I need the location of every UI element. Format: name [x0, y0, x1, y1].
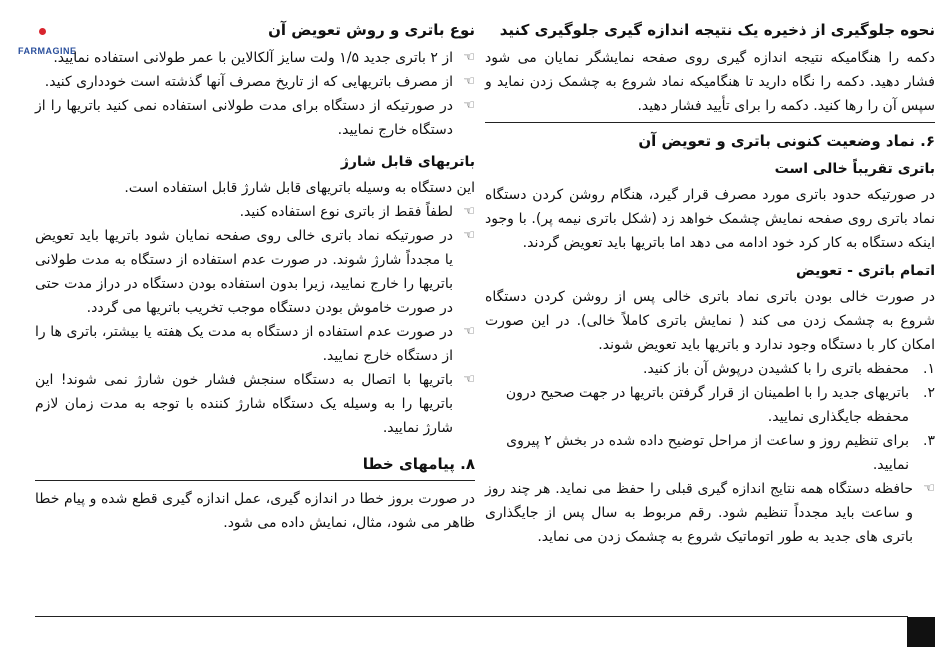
- pointing-hand-icon: ☜: [463, 204, 475, 219]
- pointing-hand-icon: ☜: [463, 50, 475, 65]
- list-item: ☜ باتریها با اتصال به دستگاه سنجش فشار خون شارژ نمی شوند! این باتریها را به وسیله یک دستگاه شارژ کننده با توجه به مدت زمان لازم شارژ نمایید.: [35, 368, 475, 440]
- subtitle-battery-low: باتری تقریباً خالی است: [774, 161, 935, 177]
- pointing-hand-icon: ☜: [463, 228, 475, 243]
- right-column: [485, 18, 935, 549]
- list-item: ☜ در صورتیکه نماد باتری خالی روی صفحه نمایان شود باتریها باید تعویض یا مجدداً شارژ شوند. در صورت عدم استفاده از دستگاه به مدت طولانی باتریها را خارج نمایید، زیرا بدون استفاده بودن دستگاه در دراز مدت حتی در صورت خاموش بودن دستگاه موجب تخریب باتریها می گردد.: [35, 224, 475, 320]
- pointing-hand-icon: ☜: [463, 98, 475, 113]
- pointing-hand-icon: ☜: [923, 481, 935, 496]
- logo-text: FARMAGINE: [18, 46, 77, 56]
- subtitle-rechargeable: باتریهای قابل شارژ: [340, 154, 475, 170]
- pointing-hand-icon: ☜: [463, 372, 475, 387]
- section-title-errors: ۸. پیامهای خطا: [362, 455, 475, 473]
- pointing-hand-icon: ☜: [463, 324, 475, 339]
- step-item: ۲. باتریهای جدید را با اطمینان از قرار گرفتن باتریها در جهت صحیح درون محفظه جایگذاری نمایید.: [505, 385, 935, 425]
- paragraph-rechargeable: این دستگاه به وسیله باتریهای قابل شارژ قابل استفاده است.: [124, 180, 475, 196]
- step-item: ۱. محفظه باتری را با کشیدن درپوش آن باز کنید.: [643, 361, 935, 377]
- pointing-hand-icon: ☜: [463, 74, 475, 89]
- footer-rule: [35, 616, 908, 617]
- paragraph-prevent-save: دکمه را هنگامیکه نتیجه اندازه گیری روی صفحه نمایشگر نمایان می شود فشار دهید. دکمه را نگاه دارید تا هنگامیکه نماد شروع به چشمک زدن نماید و سپس آن را رها کنید. دکمه را برای تأیید فشار دهید.: [485, 50, 935, 114]
- section-title-battery-type: نوع باتری و روش تعویض آن: [268, 21, 475, 39]
- paragraph-battery-low: در صورتیکه حدود باتری مورد مصرف قرار گیرد، هنگام روشن کردن دستگاه نماد باتری روی صفحه نمایش چشمک خواهد زد (شکل باتری نیمه پر). با وجود اینکه دستگاه به کار کرد خود ادامه می دهد اما باتریها باید تعویض گردند.: [485, 187, 935, 251]
- divider: [35, 480, 475, 481]
- step-item: ۳. برای تنظیم روز و ساعت از مراحل توضیح داده شده در بخش ۲ پیروی نمایید.: [506, 433, 935, 473]
- paragraph-battery-empty: در صورت خالی بودن باتری نماد باتری خالی پس از روشن کردن دستگاه شروع به چشمک زدن می کند ( نمایش باتری کاملاً خالی). در این صورت امکان کار با دستگاه وجود ندارد و باتریها باید تعویض شوند.: [485, 289, 935, 353]
- list-item: ☜ در صورت عدم استفاده از دستگاه به مدت یک هفته یا بیشتر، باتری ها را از دستگاه خارج نمایید.: [35, 320, 475, 368]
- left-column: [35, 18, 475, 535]
- divider: [485, 122, 935, 123]
- section-title-battery-status: ۶. نماد وضعیت کنونی باتری و تعویض آن: [638, 132, 935, 150]
- paragraph-errors: در صورت بروز خطا در اندازه گیری، عمل اندازه گیری قطع شده و پیام خطا ظاهر می شود، مثال، نمایش داده می شود.: [35, 491, 475, 531]
- list-item: ☜ از مصرف باتریهایی که از تاریخ مصرف آنها گذشته است خودداری کنید.: [35, 70, 475, 94]
- note-item: ☜ حافظه دستگاه همه نتایج اندازه گیری قبلی را حفظ می نماید. هر چند روز و ساعت باید مجدداً تنظیم شود. رقم مربوط به سال پس از جایگذاری باتری های جدید به طور اتوماتیک شروع به چشمک زدن می نماید.: [485, 477, 935, 549]
- page-number-box: [907, 617, 935, 647]
- section-title-prevent-save: نحوه جلوگیری از ذخیره یک نتیجه اندازه گیری جلوگیری کنید: [499, 21, 935, 39]
- subtitle-battery-empty: اتمام باتری - تعویض: [796, 263, 935, 279]
- list-item: ☜ در صورتیکه از دستگاه برای مدت طولانی استفاده نمی کنید باتریها را از دستگاه خارج نمایید.: [35, 94, 475, 142]
- list-item: ☜ از ۲ باتری جدید ۱/۵ ولت سایز آلکالاین با عمر طولانی استفاده نمایید.: [35, 46, 475, 70]
- list-item: ☜ لطفاً فقط از باتری نوع استفاده کنید.: [35, 200, 475, 224]
